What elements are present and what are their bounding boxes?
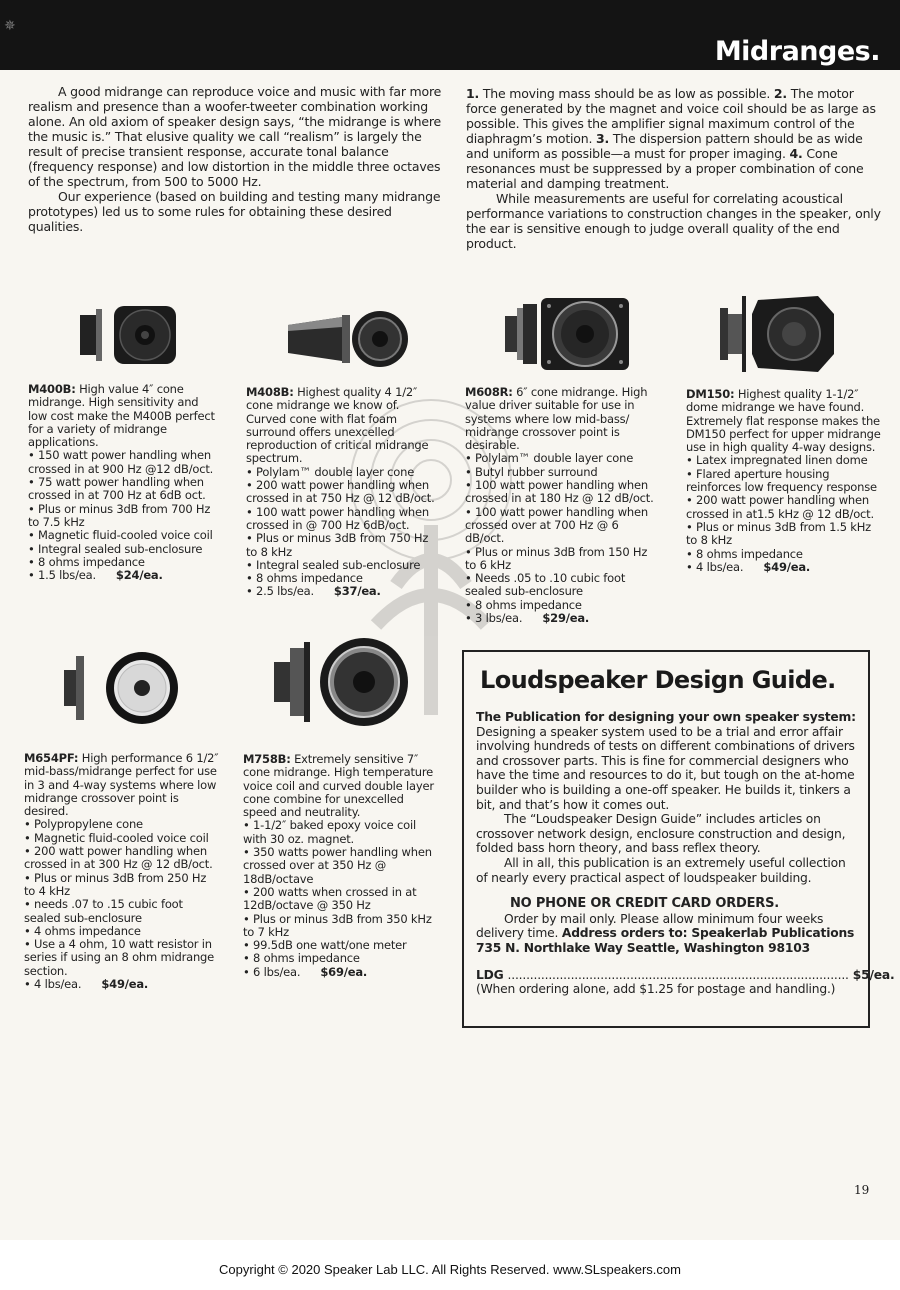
m608r-speaker-image <box>503 294 633 374</box>
product-spec: • needs .07 to .15 cubic foot sealed sub-enclosure <box>24 897 183 925</box>
guide-paragraph: The “Loudspeaker Design Guide” includes articles on crossover network design, enclosure construction and design, folded bass horn theory, and bass reflex theory. <box>476 812 846 856</box>
product-spec: • 350 watts power handling when crossed over at 350 Hz @ 18dB/octave <box>243 845 432 886</box>
product-m408b <box>246 386 438 599</box>
ldg-note: (When ordering alone, add $1.25 for postage and handling.) <box>476 982 836 997</box>
intro-paragraph: While measurements are useful for correlating acoustical performance variations to construction changes in the speaker, only the ear is sensitive enough to judge overall quality of the end product. <box>466 191 881 251</box>
product-weight: • 2.5 lbs/ea. <box>246 584 314 599</box>
intro-paragraph: Our experience (based on building and testing many midrange prototypes) led us to some rules for obtaining these desired qualities. <box>28 189 441 234</box>
product-m608r <box>465 386 661 625</box>
product-weight: • 1.5 lbs/ea. <box>28 568 96 583</box>
product-description: 6″ cone midrange. High value driver suitable for use in systems where low mid-bass/ midrange crossover point is desirable. <box>465 385 648 453</box>
product-spec: • Plus or minus 3dB from 150 Hz to 6 kHz <box>465 544 648 572</box>
product-spec: • 8 ohms impedance <box>465 597 582 612</box>
product-spec: • 100 watt power handling when crossed in @ 700 Hz 6dB/oct. <box>246 504 429 532</box>
product-model: M408B: <box>246 385 294 399</box>
product-spec: • Plus or minus 3dB from 350 kHz to 7 kHz <box>243 911 432 939</box>
product-spec: • 200 watt power handling when crossed in at1.5 kHz @ 12 dB/oct. <box>686 493 874 521</box>
rule-text: Cone resonances must be suppressed by a proper combination of cone material and damping treatment. <box>466 146 864 191</box>
product-price: $37/ea. <box>333 584 381 599</box>
rule-number: 3. <box>596 131 610 146</box>
product-description: High performance 6 1/2″ mid-bass/midrange perfect for use in 3 and 4-way systems where low midrange crossover point is desired. <box>24 751 219 819</box>
product-weight: • 6 lbs/ea. <box>243 964 301 979</box>
price-leader-dots: ............................................................................................ <box>507 967 849 982</box>
product-spec: • 1-1/2″ baked epoxy voice coil with 30 oz. magnet. <box>243 818 416 846</box>
m758b-speaker-image <box>270 636 412 728</box>
product-spec: • Polylam™ double layer cone <box>246 464 415 479</box>
dm150-speaker-image <box>718 294 836 374</box>
corner-mark-icon: ✵ <box>4 18 16 34</box>
product-price: $24/ea. <box>115 568 163 583</box>
product-spec: • Magnetic fluid-cooled voice coil <box>24 830 209 845</box>
intro-left-column <box>28 84 446 234</box>
page-number: 19 <box>854 1183 870 1197</box>
rule-number: 2. <box>773 86 787 101</box>
page-title: Midranges. <box>714 36 880 67</box>
rules-paragraph <box>466 86 884 191</box>
product-dm150 <box>686 388 882 574</box>
header-bar <box>0 0 900 70</box>
product-spec: • 4 ohms impedance <box>24 923 141 938</box>
product-price: $29/ea. <box>542 611 590 626</box>
product-spec: • Needs .05 to .10 cubic foot sealed sub-enclosure <box>465 571 626 599</box>
ldg-code: LDG <box>476 967 504 982</box>
guide-paragraph: All in all, this publication is an extremely useful collection of nearly every practical aspect of loudspeaker building. <box>476 855 846 885</box>
rule-text: The motor force generated by the magnet and voice coil should be as large as possible. This gives the amplifier signal maximum control of the diaphragm’s motion. <box>466 86 876 146</box>
m400b-speaker-image <box>74 303 184 367</box>
order-instructions <box>476 912 860 956</box>
product-m758b <box>243 753 439 979</box>
product-spec: • Polypropylene cone <box>24 817 143 832</box>
product-description: Extremely sensitive 7″ cone midrange. High temperature voice coil and curved double layer cone combine for unexcelled speed and neutrality. <box>243 752 434 820</box>
product-spec: • 200 watts when crossed in at 12dB/octave @ 350 Hz <box>243 884 417 913</box>
product-model: M758B: <box>243 752 291 766</box>
copyright-footer: Copyright © 2020 Speaker Lab LLC. All Rights Reserved. www.SLspeakers.com <box>219 1262 681 1277</box>
product-spec: • 200 watt power handling when crossed in at 750 Hz @ 12 dB/oct. <box>246 478 435 506</box>
product-spec: • 100 watt power handling when crossed in at 180 Hz @ 12 dB/oct. <box>465 478 654 506</box>
no-phone-notice: NO PHONE OR CREDIT CARD ORDERS. <box>510 896 780 912</box>
guide-lead: The Publication for designing your own speaker system: <box>476 710 856 724</box>
product-model: M654PF: <box>24 751 79 765</box>
product-price: $49/ea. <box>763 559 811 574</box>
ldg-price-row <box>476 967 895 983</box>
product-description: Highest quality 1-1/2″ dome midrange we have found. Extremely flat response makes the DM150 perfect for upper midrange use in high quality 4-way designs. <box>686 387 881 455</box>
product-model: M608R: <box>465 385 513 399</box>
product-spec: • Magnetic fluid-cooled voice coil <box>28 528 213 543</box>
product-spec: • Plus or minus 3dB from 250 Hz to 4 kHz <box>24 870 207 898</box>
product-weight: • 4 lbs/ea. <box>24 977 82 992</box>
rule-text: The dispersion pattern should be as wide and uniform as possible—a must for proper imaging. <box>466 131 863 161</box>
order-text: Order by mail only. Please allow minimum four weeks delivery time. <box>476 911 824 941</box>
product-spec: • Flared aperture housing reinforces low frequency response <box>686 466 877 495</box>
product-spec: • 200 watt power handling when crossed in at 300 Hz @ 12 dB/oct. <box>24 844 213 872</box>
product-description: High value 4″ cone midrange. High sensitivity and low cost make the M400B perfect for a variety of midrange applications. <box>28 382 215 450</box>
ldg-price: $5/ea. <box>852 967 895 982</box>
order-address: Address orders to: Speakerlab Publications 735 N. Northlake Way Seattle, Washington 98103 <box>476 926 855 955</box>
product-spec: • 8 ohms impedance <box>243 951 360 966</box>
product-spec: • 100 watt power handling when crossed over at 700 Hz @ 6 dB/oct. <box>465 504 648 546</box>
product-spec: • Plus or minus 3dB from 700 Hz to 7.5 kHz <box>28 501 211 529</box>
product-spec: • Integral sealed sub-enclosure <box>28 541 203 556</box>
product-spec: • Latex impregnated linen dome <box>686 453 868 468</box>
product-model: DM150: <box>686 387 735 401</box>
product-weight: • 3 lbs/ea. <box>465 611 523 626</box>
m408b-speaker-image <box>284 309 414 369</box>
product-m654pf <box>24 752 220 991</box>
product-spec: • Integral sealed sub-enclosure <box>246 557 421 572</box>
product-spec: • 8 ohms impedance <box>28 554 145 569</box>
design-guide-box <box>462 650 895 1028</box>
product-spec: • 75 watt power handling when crossed in at 700 Hz at 6dB oct. <box>28 475 206 503</box>
rule-text: The moving mass should be as low as possible. <box>479 86 774 101</box>
guide-title: Loudspeaker Design Guide. <box>480 666 836 694</box>
product-spec: • Polylam™ double layer cone <box>465 451 634 466</box>
product-spec: • 8 ohms impedance <box>686 546 803 561</box>
product-spec: • 150 watt power handling when crossed in at 900 Hz @12 dB/oct. <box>28 448 214 476</box>
intro-right-column <box>466 86 884 251</box>
product-price: $69/ea. <box>320 964 368 979</box>
guide-paragraph: Designing a speaker system used to be a trial and error affair involving hundreds of tests on different combinations of drivers and crossover parts. This is fine for commercial designers who have the time and resources to do it, but tough on the at-home builder who is building a one-off speaker. He builds it, tinkers a bit, and that’s how it comes out. <box>476 724 855 812</box>
product-spec: • Butyl rubber surround <box>465 464 598 479</box>
product-weight: • 4 lbs/ea. <box>686 559 744 574</box>
product-description: Highest quality 4 1/2″ cone midrange we know of. Curved cone with flat foam surround offers unexcelled reproduction of critical midrange spectrum. <box>246 385 429 466</box>
m654pf-speaker-image <box>60 650 184 726</box>
product-m400b <box>28 383 218 582</box>
rule-number: 4. <box>789 146 803 161</box>
product-spec: • Plus or minus 3dB from 1.5 kHz to 8 kHz <box>686 519 872 548</box>
product-spec: • Use a 4 ohm, 10 watt resistor in series if using an 8 ohm midrange section. <box>24 937 215 978</box>
product-model: M400B: <box>28 382 76 396</box>
product-spec: • Plus or minus 3dB from 750 Hz to 8 kHz <box>246 531 429 559</box>
product-spec: • 99.5dB one watt/one meter <box>243 938 407 953</box>
product-price: $49/ea. <box>101 977 149 992</box>
rule-number: 1. <box>466 86 480 101</box>
product-spec: • 8 ohms impedance <box>246 571 363 586</box>
guide-body <box>476 710 895 997</box>
intro-paragraph: A good midrange can reproduce voice and music with far more realism and presence than a woofer-tweeter combination working alone. An old axiom of speaker design says, “the midrange is where the music is.” That elusive quality we call “realism” is largely the result of precise transient response, accurate tonal balance (frequency response) and low distortion in the middle three octaves of the spectrum, from 500 to 5000 Hz. <box>28 84 442 189</box>
